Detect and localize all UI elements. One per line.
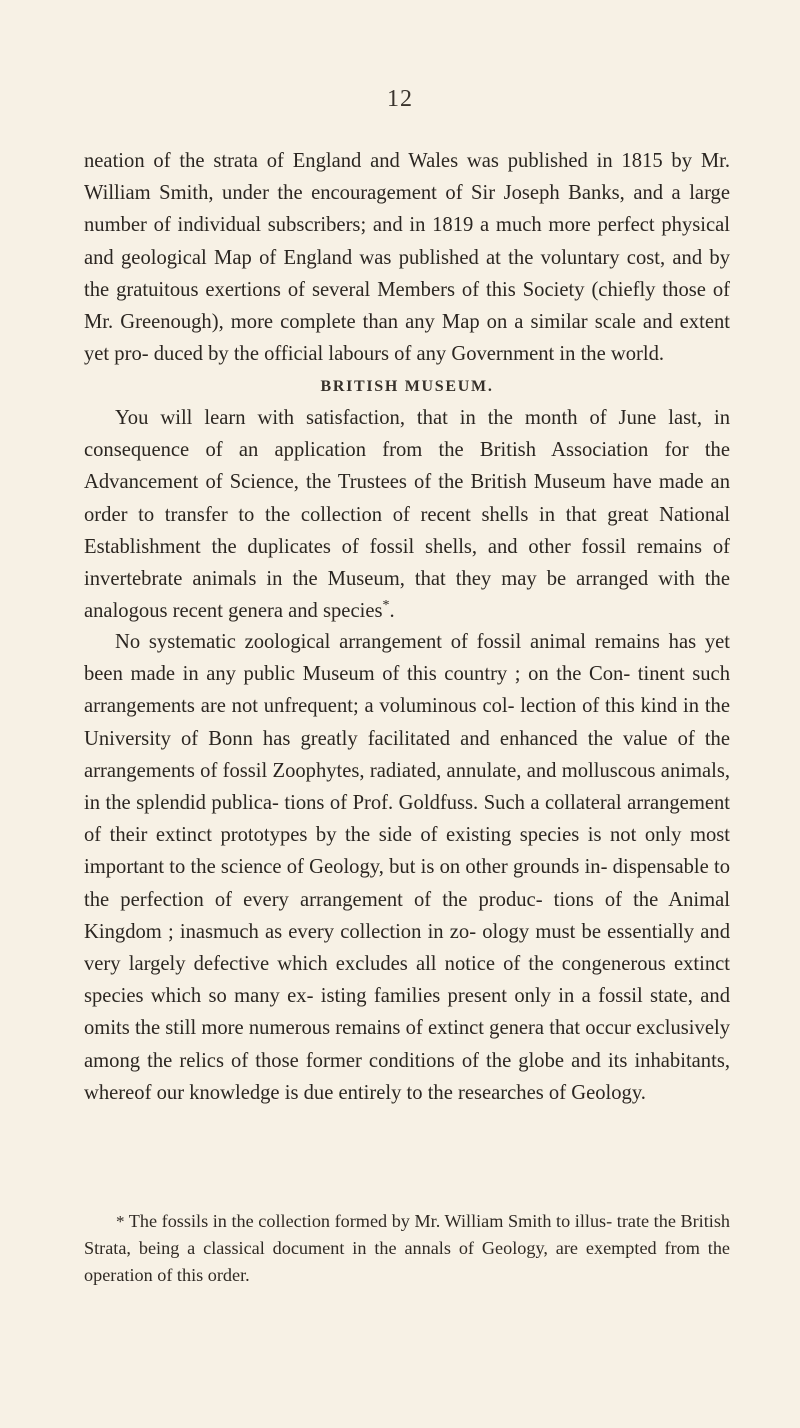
british-museum-paragraph-block	[84, 402, 730, 627]
footnote-text: The fossils in the collection formed by Mr. William Smith to illus- trate the British Strata, being a classical document in the annals of Geology, are exempted from the operation of this order.	[84, 1211, 731, 1285]
footnote-symbol: *	[116, 1212, 125, 1231]
british-museum-heading: BRITISH MUSEUM.	[320, 378, 494, 396]
footnote-reference-marker: *	[382, 598, 390, 614]
opening-paragraph-block	[84, 145, 730, 370]
opening-paragraph: neation of the strata of England and Wales was published in 1815 by Mr. William Smith, under the encouragement of Sir Joseph Banks, and a large number of individual subscribers; and in 1819 a much more perfect physical and geological Map of England was published at the voluntary cost, and by the gratuitous exertions of several Members of this Society (chiefly those of Mr. Greenough), more complete than any Map on a similar scale and extent yet pro- duced by the official labours of any Government in the world.	[84, 150, 730, 366]
systematic-arrangement-paragraph-block	[84, 626, 730, 1109]
british-museum-paragraph-text: You will learn with satisfaction, that in the month of June last, in consequence of an application from the British Association for the Advancement of Science, the Trustees of the British Museum have made an order to transfer to the collection of recent shells in that great National Establishment the duplicates of fossil shells, and other fossil remains of invertebrate animals in the Museum, that they may be arranged with the analogous recent genera and species	[84, 407, 730, 623]
page-number: 12	[387, 86, 413, 112]
british-museum-paragraph-end: .	[389, 600, 395, 623]
systematic-arrangement-paragraph: No systematic zoological arrangement of fossil animal remains has yet been made in any public Museum of this country ; on the Con- tinent such arrangements are not unfrequent; a voluminous col- lection of this kind in the University of Bonn has greatly facilitated and enhanced the value of the arrangements of fossil Zoophytes, radiated, annulate, and molluscous animals, in the splendid publica- tions of Prof. Goldfuss. Such a collateral arrangement of their extinct prototypes by the side of existing species is not only most important to the science of Geology, but is on other grounds in- dispensable to the perfection of every arrangement of the produc- tions of the Animal Kingdom ; inasmuch as every collection in zo- ology must be essentially and very largely defective which excludes all notice of the congenerous extinct species which so many ex- isting families present only in a fossil state, and omits the still more numerous remains of extinct genera that occur exclusively among the relics of those former conditions of the globe and its inhabitants, whereof our knowledge is due entirely to the researches of Geology.	[84, 631, 730, 1104]
british-museum-paragraph	[84, 402, 730, 627]
footnote	[84, 1208, 730, 1289]
